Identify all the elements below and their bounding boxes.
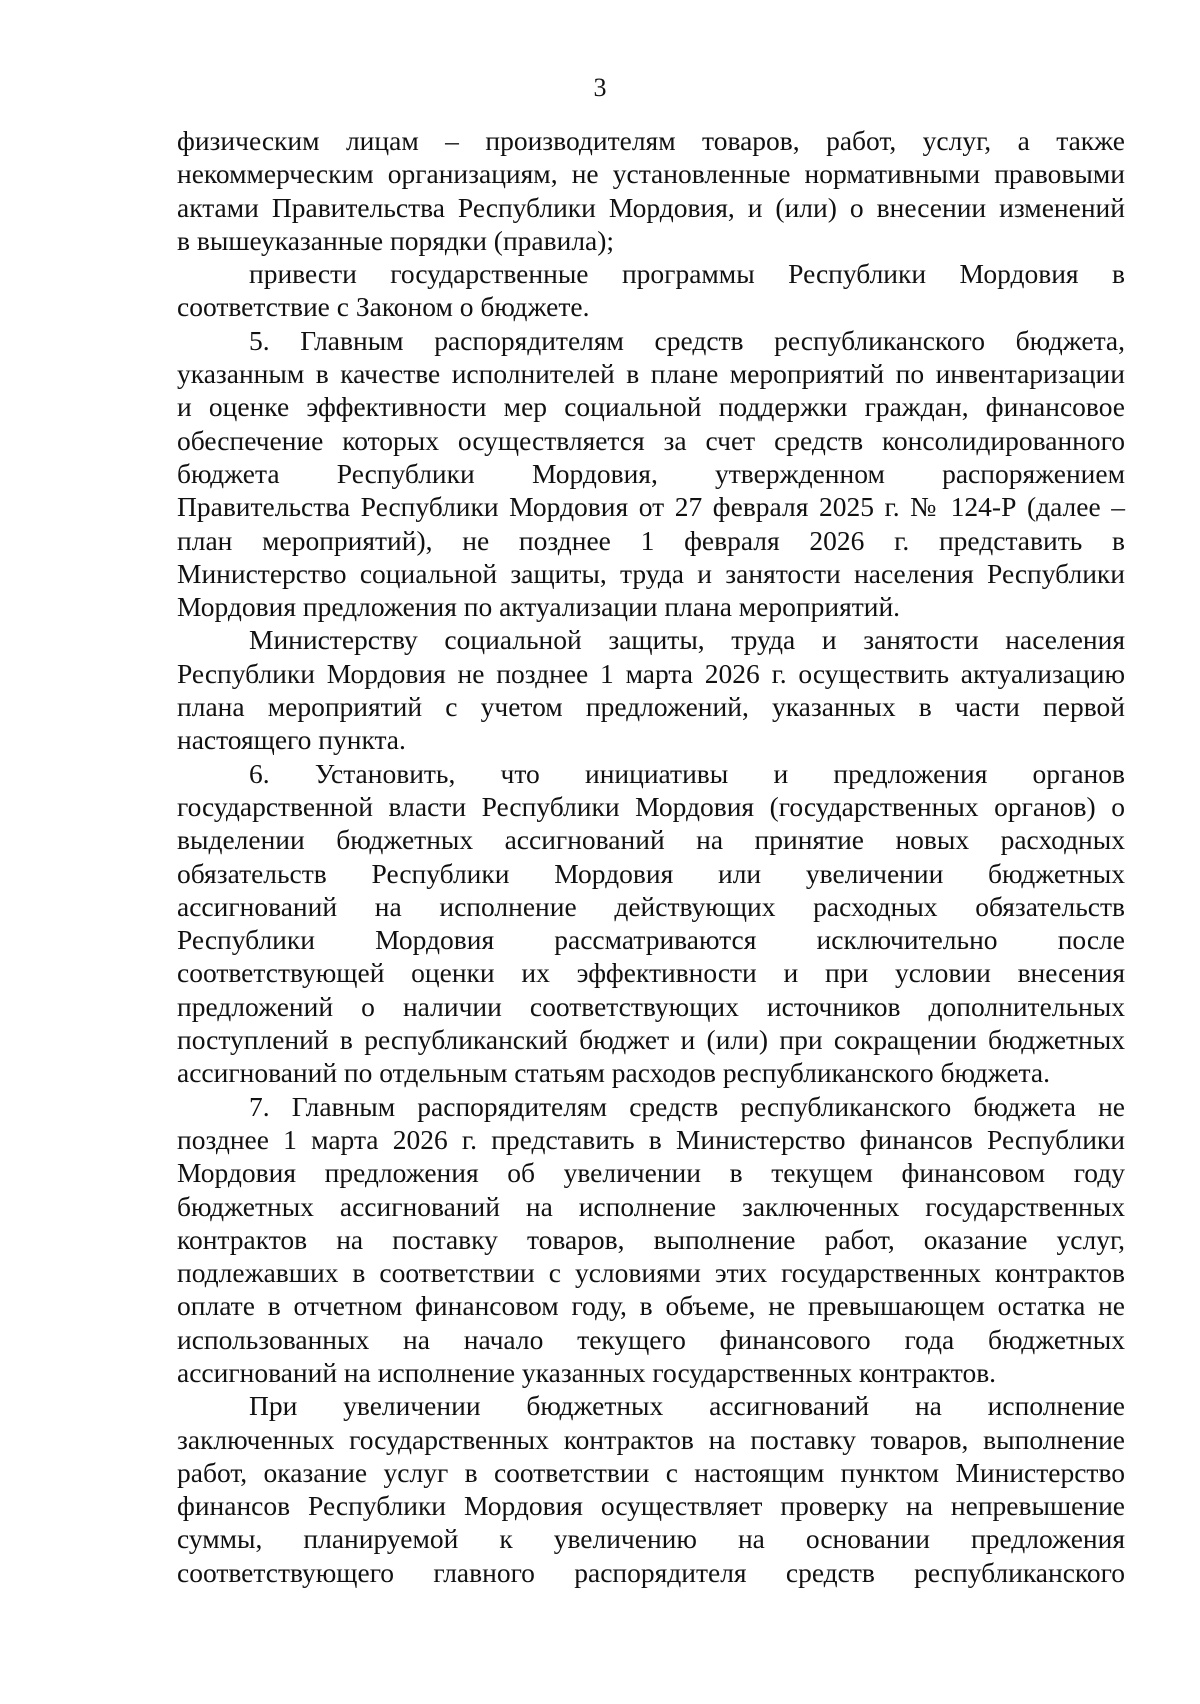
paragraph-line: ассигнований по отдельным статьям расходов республиканского бюджета. <box>177 1057 1050 1089</box>
paragraph-line: поступлений в республиканский бюджет и (или) при сокращении бюджетных <box>177 1024 1125 1056</box>
paragraph-line: государственной власти Республики Мордовия (государственных органов) о <box>177 790 1125 822</box>
paragraph-line: 5. Главным распорядителям средств республиканского бюджета, <box>249 324 1125 356</box>
paragraph-line: позднее 1 марта 2026 г. представить в Министерство финансов Республики <box>177 1123 1125 1155</box>
paragraph-line: Республики Мордовия рассматриваются исключительно после <box>177 924 1125 956</box>
paragraph-line: обязательств Республики Мордовия или увеличении бюджетных <box>177 857 1125 889</box>
paragraph-line: финансов Республики Мордовия осуществляет проверку на непревышение <box>177 1490 1125 1522</box>
paragraph-line: обеспечение которых осуществляется за счет средств консолидированного <box>177 424 1125 456</box>
paragraph-line: привести государственные программы Республики Мордовия в <box>249 258 1125 290</box>
paragraph-line: актами Правительства Республики Мордовия, и (или) о внесении изменений <box>177 191 1125 223</box>
paragraph-line: использованных на начало текущего финансового года бюджетных <box>177 1323 1125 1355</box>
paragraph-line: соответствующего главного распорядителя средств республиканского <box>177 1556 1125 1588</box>
paragraph-line: Республики Мордовия не позднее 1 марта 2026 г. осуществить актуализацию <box>177 657 1125 689</box>
paragraph-line: При увеличении бюджетных ассигнований на исполнение <box>249 1390 1125 1422</box>
paragraph-line: подлежавших в соответствии с условиями этих государственных контрактов <box>177 1257 1125 1289</box>
paragraph-line: Мордовия предложения об увеличении в текущем финансовом году <box>177 1157 1125 1189</box>
paragraph-line: ассигнований на исполнение указанных государственных контрактов. <box>177 1356 997 1388</box>
paragraph-line: ассигнований на исполнение действующих расходных обязательств <box>177 890 1125 922</box>
paragraph-line: план мероприятий), не позднее 1 февраля 2026 г. представить в <box>177 524 1125 556</box>
paragraph-line: и оценке эффективности мер социальной поддержки граждан, финансовое <box>177 391 1125 423</box>
paragraph-line: заключенных государственных контрактов на поставку товаров, выполнение <box>177 1423 1125 1455</box>
page-number: 3 <box>593 73 607 102</box>
paragraph-line: некоммерческим организациям, не установленные нормативными правовыми <box>177 158 1125 190</box>
paragraph-line: бюджета Республики Мордовия, утвержденном распоряжением <box>177 457 1125 489</box>
paragraph-line: Министерство социальной защиты, труда и занятости населения Республики <box>177 557 1125 589</box>
paragraph-line: настоящего пункта. <box>177 724 406 756</box>
paragraph-line: суммы, планируемой к увеличению на основании предложения <box>177 1523 1125 1555</box>
paragraph-line: контрактов на поставку товаров, выполнение работ, оказание услуг, <box>177 1223 1125 1255</box>
paragraph-line: Правительства Республики Мордовия от 27 февраля 2025 г. № 124-Р (далее – <box>177 491 1125 523</box>
paragraph-line: соответствующей оценки их эффективности и при условии внесения <box>177 957 1125 989</box>
paragraph-line: в вышеуказанные порядки (правила); <box>177 224 615 256</box>
paragraph-line: физическим лицам – производителям товаров, работ, услуг, а также <box>177 125 1125 156</box>
paragraph-line: указанным в качестве исполнителей в плане мероприятий по инвентаризации <box>177 358 1125 390</box>
paragraph-line: оплате в отчетном финансовом году, в объеме, не превышающем остатка не <box>177 1290 1125 1322</box>
paragraph-line: бюджетных ассигнований на исполнение заключенных государственных <box>177 1190 1125 1222</box>
document-body <box>177 124 1125 1589</box>
paragraph-line: предложений о наличии соответствующих источников дополнительных <box>177 990 1125 1022</box>
paragraph-line: 6. Установить, что инициативы и предложения органов <box>249 757 1125 789</box>
paragraph-line: работ, оказание услуг в соответствии с настоящим пунктом Министерство <box>177 1456 1125 1488</box>
paragraph-line: 7. Главным распорядителям средств республиканского бюджета не <box>249 1090 1125 1122</box>
paragraph-line: плана мероприятий с учетом предложений, указанных в части первой <box>177 691 1125 723</box>
paragraph-line: выделении бюджетных ассигнований на принятие новых расходных <box>177 824 1125 856</box>
paragraph-line: соответствие с Законом о бюджете. <box>177 291 590 323</box>
paragraph-line: Министерству социальной защиты, труда и занятости населения <box>249 624 1125 656</box>
paragraph-line: Мордовия предложения по актуализации плана мероприятий. <box>177 591 901 623</box>
